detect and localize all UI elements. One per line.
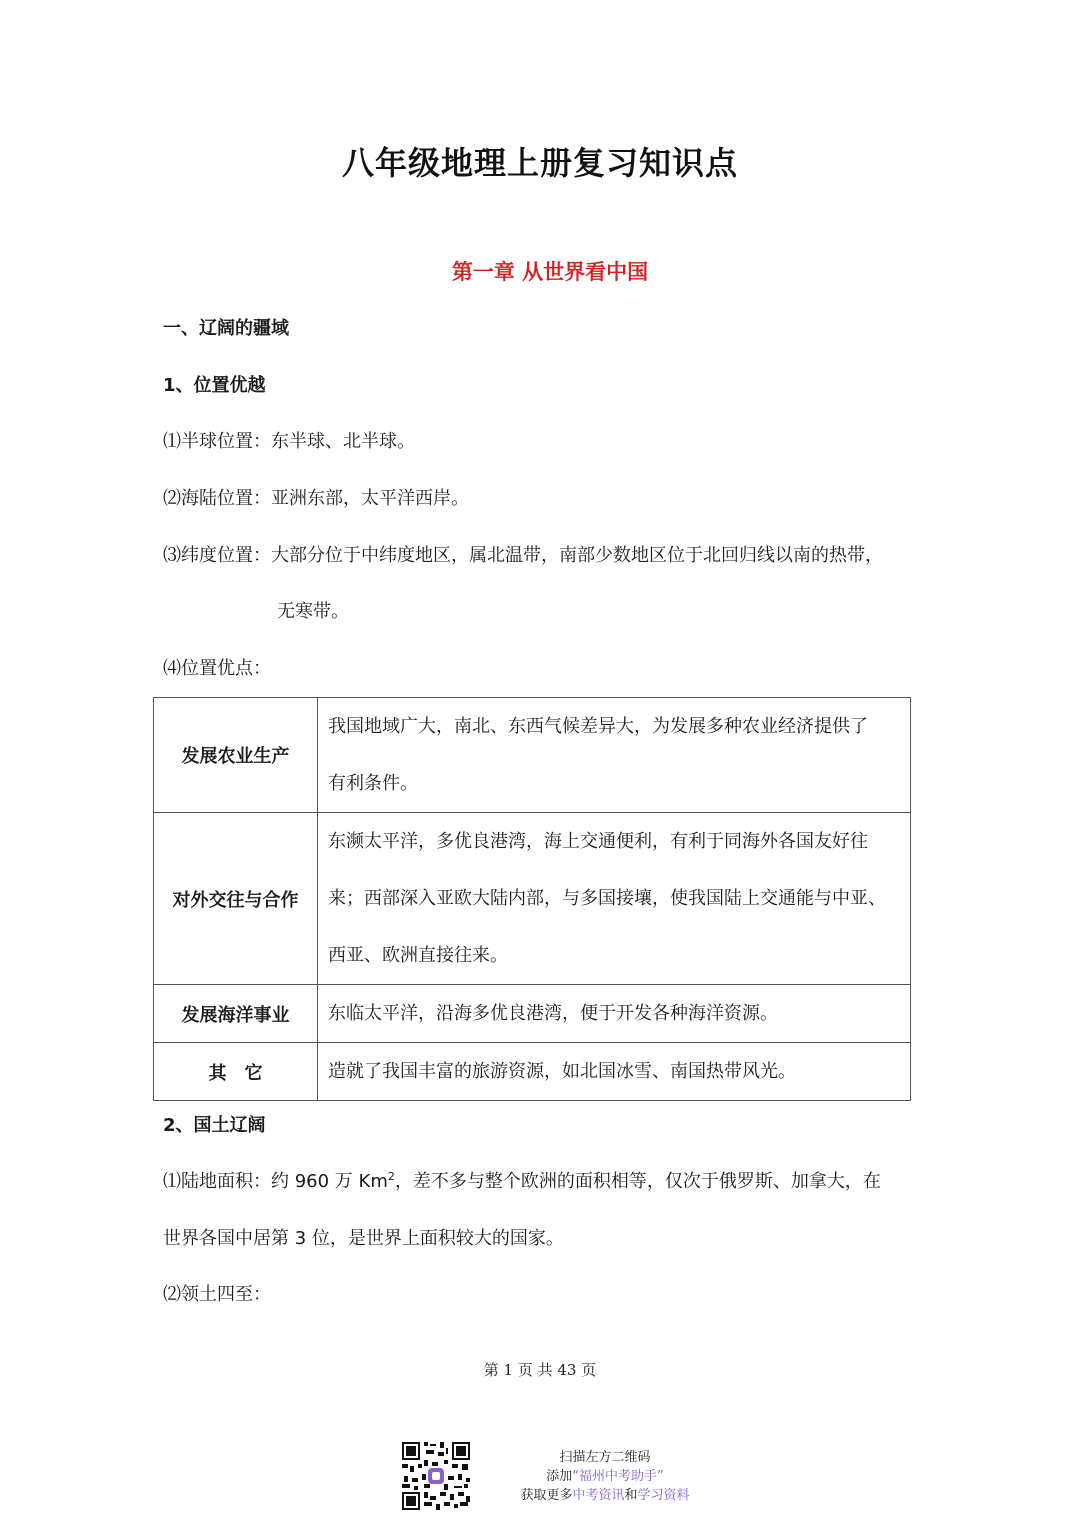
row-header: 对外交往与合作 [154, 813, 318, 985]
row-header: 发展海洋事业 [154, 985, 318, 1043]
item-sea-land [163, 485, 469, 513]
promo-line-3: 获取更多中考资讯和学习资料 [520, 1488, 690, 1503]
page-number: 第 1 页 共 43 页 [483, 1361, 597, 1379]
table-row [154, 985, 911, 1043]
item-latitude-cont: 无寒带。 [277, 601, 349, 622]
item-borders: ⑵领土四至： [163, 1284, 271, 1305]
row-header: 发展农业生产 [154, 698, 318, 813]
item-advantages [163, 655, 271, 683]
promo-line-1: 扫描左方二维码 [559, 1450, 651, 1465]
item-label: ⑷位置优点： [163, 658, 271, 679]
promo-line-2: 添加“福州中考助手” [546, 1469, 664, 1484]
row-content: 东临太平洋，沿海多优良港湾，便于开发各种海洋资源。 [318, 985, 911, 1043]
promo-text [505, 1448, 705, 1505]
row-content: 造就了我国丰富的旅游资源，如北国冰雪、南国热带风光。 [318, 1043, 911, 1101]
table-row [154, 813, 911, 985]
item-label: ⑵海陆位置： [163, 488, 271, 509]
item-hemisphere [163, 428, 415, 456]
section-heading: 一、辽阔的疆域 [163, 318, 289, 339]
table-row [154, 1043, 911, 1101]
subsection-heading-1: 1、位置优越 [163, 375, 266, 396]
item-land-area: ⑴陆地面积：约 960 万 Km$^2$，差不多与整个欧洲的面积相等，仅次于俄罗斯、加拿大，在 [163, 1170, 881, 1192]
row-content: 我国地域广大，南北、东西气候差异大，为发展多种农业经济提供了 有利条件。 [318, 698, 911, 813]
qr-code-icon [400, 1440, 472, 1512]
row-content: 东濒太平洋，多优良港湾，海上交通便利，有利于同海外各国友好往 来；西部深入亚欧大陆内部，与多国接壤，使我国陆上交通能与中亚、 西亚、欧洲直接往来。 [318, 813, 911, 985]
item-label: ⑴半球位置： [163, 431, 271, 452]
item-label: ⑶纬度位置： [163, 545, 271, 566]
document-title: 八年级地理上册复习知识点 [341, 144, 738, 182]
item-text: 东半球、北半球。 [271, 431, 415, 452]
item-land-area-cont: 世界各国中居第 3 位，是世界上面积较大的国家。 [163, 1228, 564, 1249]
item-text: 大部分位于中纬度地区，属北温带，南部少数地区位于北回归线以南的热带， [271, 545, 883, 566]
item-latitude [163, 542, 883, 570]
table-row [154, 698, 911, 813]
item-text: 亚洲东部，太平洋西岸。 [271, 488, 469, 509]
chapter-title: 第一章 从世界看中国 [451, 260, 649, 284]
advantages-table [153, 697, 911, 1101]
subsection-heading-2: 2、国土辽阔 [163, 1115, 266, 1136]
row-header: 其 它 [154, 1043, 318, 1101]
